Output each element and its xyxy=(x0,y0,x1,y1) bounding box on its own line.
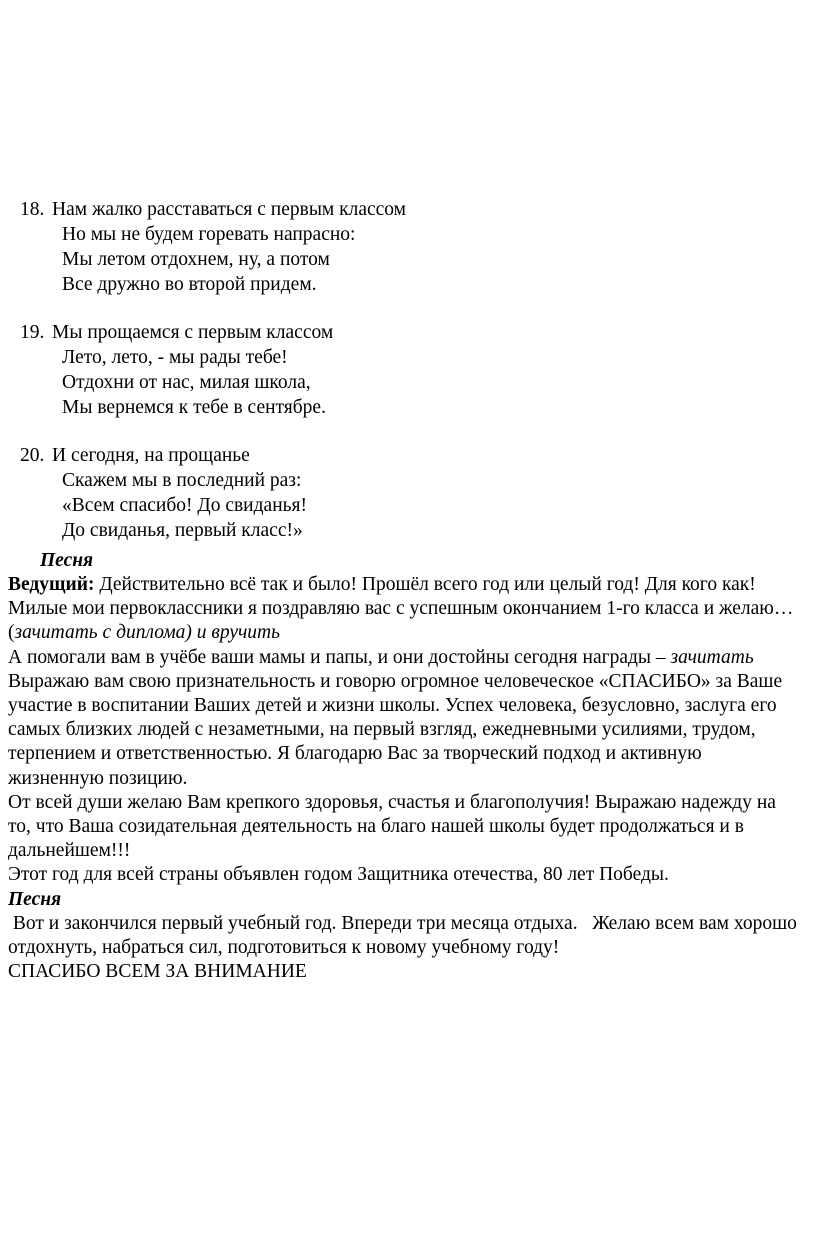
poem-number: 20. xyxy=(20,445,45,466)
congrats-paragraph xyxy=(8,597,798,645)
poems-list xyxy=(20,197,780,566)
poem-line: Скажем мы в последний раз: xyxy=(62,470,302,491)
poem-lines xyxy=(52,443,780,543)
poem-20 xyxy=(20,443,780,543)
congrats-italic: зачитать с диплома) и вручить xyxy=(14,622,281,644)
poem-line: «Всем спасибо! До свиданья! xyxy=(62,495,307,516)
poem-line: Нам жалко расставаться с первым классом xyxy=(52,199,407,220)
poem-number: 18. xyxy=(20,199,45,220)
ending-paragraph: Вот и закончился первый учебный год. Впереди три месяца отдыха. Желаю всем вам хорошо отдохнуть, набраться сил, подготовиться к новому учебному году! xyxy=(8,912,802,959)
wishes-paragraph: От всей души желаю Вам крепкого здоровья, счастья и благополучия! Выражаю надежду на то, что Ваша созидательная деятельность на благо нашей школы будет продолжаться и в дальнейшем!!! xyxy=(8,791,776,862)
congrats-text: Милые мои первоклассники я поздравляю вас с успешным окончанием 1-го класса и желаю… ( xyxy=(8,598,794,644)
year-paragraph: Этот год для всей страны объявлен годом Защитника отечества, 80 лет Победы. xyxy=(8,864,669,886)
poem-lines xyxy=(52,197,780,297)
body-text xyxy=(8,573,802,984)
poem-line: Все дружно во второй придем. xyxy=(62,274,317,295)
poem-19 xyxy=(20,320,780,420)
poem-line: Мы прощаемся с первым классом xyxy=(52,322,334,343)
poem-number: 19. xyxy=(20,322,45,343)
poem-line: До свиданья, первый класс!» xyxy=(62,520,303,541)
poem-line: Отдохни от нас, милая школа, xyxy=(62,372,311,393)
song-label: Песня xyxy=(40,550,94,571)
parents-paragraph xyxy=(8,646,798,670)
closing-line: СПАСИБО ВСЕМ ЗА ВНИМАНИЕ xyxy=(8,961,307,983)
host-text: Действительно всё так и было! Прошёл всего год или целый год! Для кого как! xyxy=(94,574,756,595)
parents-text: А помогали вам в учёбе ваши мамы и папы, и они достойны сегодня награды – xyxy=(8,646,671,668)
poem-18 xyxy=(20,197,780,297)
poem-line: И сегодня, на прощанье xyxy=(52,445,250,466)
poem-line: Мы летом отдохнем, ну, а потом xyxy=(62,249,330,270)
host-label: Ведущий: xyxy=(8,574,95,595)
poem-line: Но мы не будем горевать напрасно: xyxy=(62,224,356,245)
poem-line: Мы вернемся к тебе в сентябре. xyxy=(62,397,326,418)
thanks-paragraph: Выражаю вам свою признательность и говорю огромное человеческое «СПАСИБО» за Ваше участие в воспитании Ваших детей и жизни школы. Успех человека, безусловно, заслуга его самых близких людей с незаметными, на первый взгляд, ежедневными усилиями, трудом, терпением и ответственностью. Я благодарю Вас за творческий подход и активную жизненную позицию. xyxy=(8,670,783,789)
song-label-2: Песня xyxy=(8,888,62,910)
poem-lines xyxy=(52,320,780,420)
parents-italic: зачитать xyxy=(670,646,754,668)
poem-line: Лето, лето, - мы рады тебе! xyxy=(62,347,288,368)
host-paragraph xyxy=(8,573,798,597)
